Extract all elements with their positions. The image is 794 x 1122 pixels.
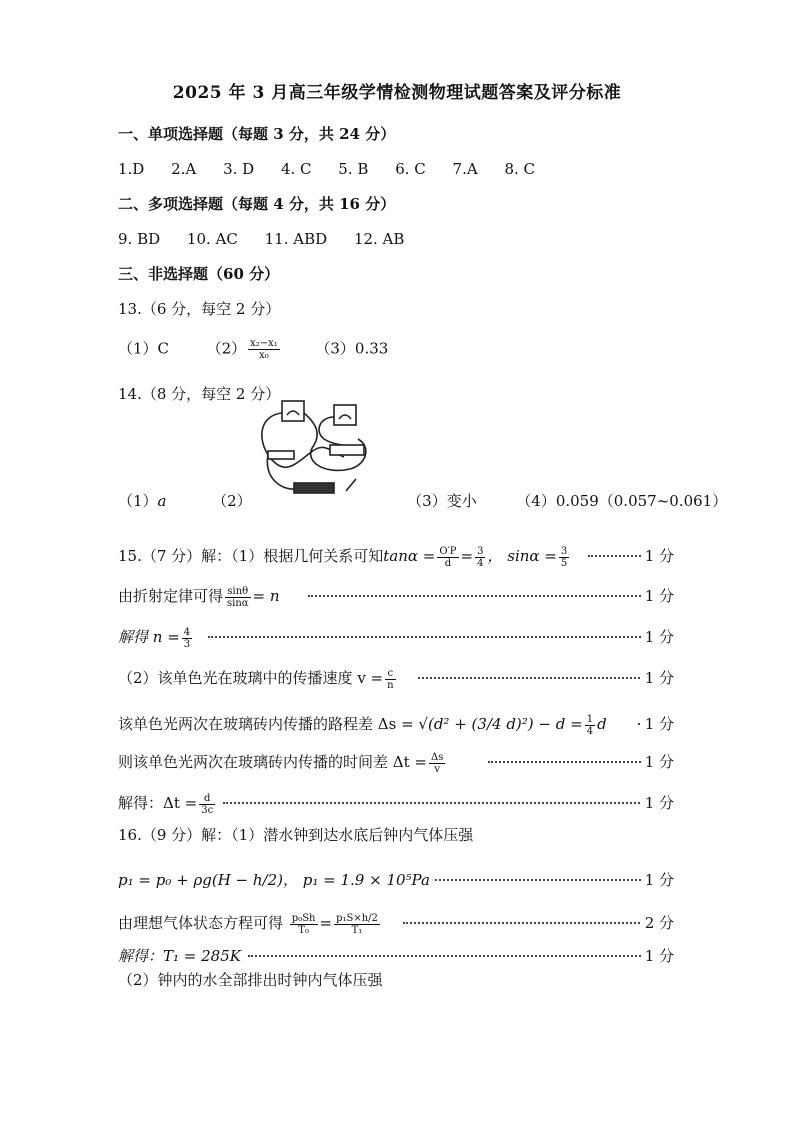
answer-10: 10. AC <box>186 230 238 248</box>
section1-heading: 一、单项选择题（每题 3 分，共 24 分） <box>118 125 396 143</box>
q15-l4-text: （2）该单色光在玻璃中的传播速度 v = <box>118 669 384 687</box>
circuit-diagram <box>254 395 378 499</box>
q16-l2-frac1: $\frac{\text{p₀Sh}}{\text{T₀}}$ <box>291 912 316 936</box>
q16-line1 <box>118 867 674 891</box>
q15-l6-text: 则该单色光两次在玻璃砖内传播的时间差 Δt = <box>118 753 427 771</box>
q15-l3-text: 解得 n = <box>118 628 180 646</box>
q15-line7 <box>118 790 674 814</box>
q15-l1-text: 15.（7 分）解：（1）根据几何关系可知 <box>118 547 384 565</box>
q16-l2-score: 2 分 <box>642 912 674 933</box>
q13-header: 13.（6 分，每空 2 分） <box>118 300 281 318</box>
answer-7: 7.A <box>452 160 478 178</box>
page-title: 2025 年 3 月高三年级学情检测物理试题答案及评分标准 <box>172 83 622 103</box>
q15-l7-text: 解得：Δt = <box>118 794 198 812</box>
q13-answers <box>118 338 388 361</box>
q15-l3-frac: $\frac{4}{3}$ <box>183 626 191 650</box>
answer-12: 12. AB <box>353 230 405 248</box>
answer-9: 9. BD <box>118 230 161 248</box>
section2-answers <box>118 229 426 249</box>
q15-line4 <box>118 665 674 689</box>
q16-header: 16.（9 分）解：（1）潜水钟到达水底后钟内气体压强 <box>118 826 474 844</box>
q13-a3: （3）0.33 <box>315 339 389 358</box>
q13-a1: （1）C <box>118 339 170 358</box>
q15-l6-frac: $\frac{\Delta s}{v}$ <box>430 751 444 775</box>
q15-l7-frac: $\frac{d}{3c}$ <box>201 792 214 816</box>
q15-l5-text: 该单色光两次在玻璃砖内传播的路程差 Δs = <box>118 715 414 733</box>
q15-l2-eq: = n <box>252 587 280 605</box>
q15-l1-score: 1 分 <box>642 545 674 566</box>
q16-l1-expr: p₁ = p₀ + ρg(H − h/2)， p₁ = 1.9 × 10⁵Pa <box>118 871 430 889</box>
q16-line3 <box>118 943 674 967</box>
answer-6: 6. C <box>395 160 426 178</box>
q15-l1-frac1: $\frac{O'P}{d}$ <box>439 545 457 569</box>
q15-l1-mid: = <box>460 547 474 565</box>
q15-l2-text: 由折射定律可得 <box>118 587 224 605</box>
q16-l1-score: 1 分 <box>642 869 674 890</box>
q15-l5-score: 1 分 <box>642 713 674 734</box>
answer-1: 1.D <box>118 160 145 178</box>
q15-l4-frac: $\frac{c}{n}$ <box>387 667 394 691</box>
q14-header: 14.（8 分，每空 2 分） <box>118 385 281 403</box>
section3-heading: 三、非选择题（60 分） <box>118 265 280 283</box>
q16-l3-score: 1 分 <box>642 945 674 966</box>
answer-2: 2.A <box>171 160 197 178</box>
q14-a2: （2） <box>212 492 252 510</box>
q15-line2 <box>118 583 674 607</box>
q14-a3: （3）变小 <box>407 492 477 510</box>
q14-a4: （4）0.059（0.057~0.061） <box>516 492 728 510</box>
q15-l4-score: 1 分 <box>642 667 674 688</box>
q15-l2-frac: $\frac{\sin\theta}{\sin\alpha}$ <box>227 585 249 609</box>
q13-a2-label: （2） <box>206 339 247 358</box>
q15-l5-tail: d <box>597 715 607 733</box>
q15-line6 <box>118 749 674 773</box>
q15-l1-eq: tanα = <box>383 547 436 565</box>
answer-4: 4. C <box>280 160 312 178</box>
q14-a1-var: a <box>157 492 167 510</box>
q15-l3-score: 1 分 <box>642 626 674 647</box>
q13-a2-fraction: $\frac{\text{x₂−x₁}}{\text{x₀}}$ <box>250 338 278 361</box>
q16-line2 <box>118 910 674 934</box>
q15-line1 <box>118 543 674 567</box>
answer-11: 11. ABD <box>264 230 328 248</box>
q15-l5-frac: $\frac{1}{4}$ <box>586 713 594 737</box>
q15-l2-score: 1 分 <box>642 585 674 606</box>
q16-l2-eq: = <box>319 914 333 932</box>
section1-answers <box>118 159 557 179</box>
q15-l1-frac3: $\frac{3}{5}$ <box>560 545 568 569</box>
answer-8: 8. C <box>504 160 536 178</box>
q16-line4: （2）钟内的水全部排出时钟内气体压强 <box>118 971 383 989</box>
q15-l5-expr: √(d² + (3/4 d)²) − d = <box>418 715 583 733</box>
q15-l7-score: 1 分 <box>642 792 674 813</box>
q16-l3-text: 解得：T₁ = 285K <box>118 947 241 965</box>
q15-l6-score: 1 分 <box>642 751 674 772</box>
q16-l2-text: 由理想气体状态方程可得 <box>118 914 284 932</box>
q16-l2-frac2: $\frac{\text{p₁S×h/2}}{\text{T₁}}$ <box>336 912 378 936</box>
q15-line5 <box>118 711 674 735</box>
section2-heading: 二、多项选择题（每题 4 分，共 16 分） <box>118 195 396 213</box>
q15-line3 <box>118 624 674 648</box>
q15-l1-frac2: $\frac{3}{4}$ <box>477 545 484 569</box>
q15-l1-sin: ， sinα = <box>487 547 557 565</box>
q14-a1: （1） <box>118 492 158 510</box>
answer-3: 3. D <box>223 160 255 178</box>
q14-answers <box>118 491 727 511</box>
answer-5: 5. B <box>338 160 369 178</box>
